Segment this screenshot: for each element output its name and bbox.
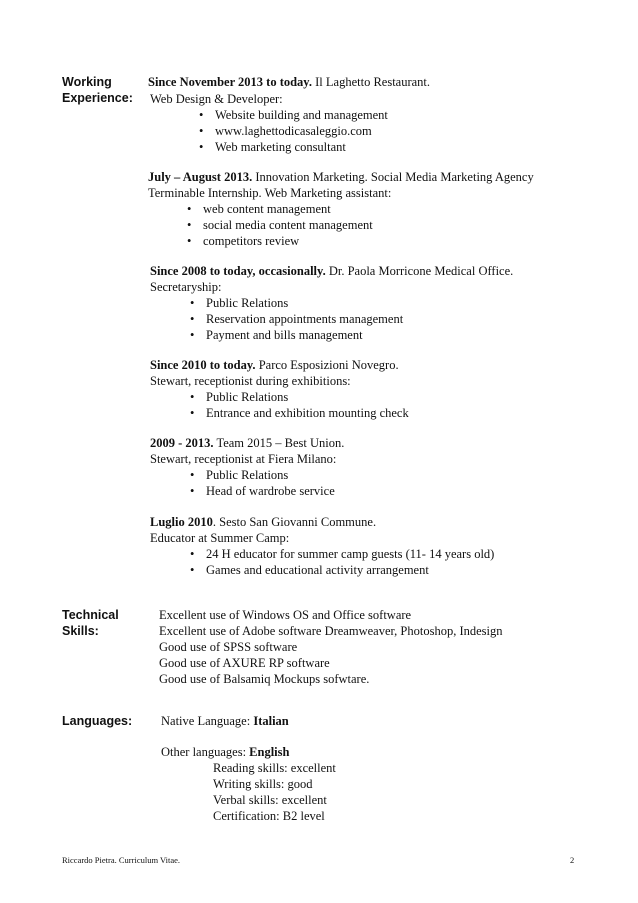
label-line: Languages: <box>62 714 133 728</box>
label-line: Working <box>62 75 112 89</box>
list-item-text: Website building and management <box>215 108 388 122</box>
language-skill: Writing skills: good <box>213 777 313 791</box>
bullet-icon: • <box>190 484 195 498</box>
list-item-text: Public Relations <box>206 296 289 310</box>
label-line: Technical <box>62 608 119 622</box>
list-item-text: competitors review <box>203 234 300 248</box>
list-item-text: Head of wardrobe service <box>206 484 335 498</box>
list-item <box>190 467 288 483</box>
bullet-icon: • <box>199 140 204 154</box>
list-item <box>199 139 346 155</box>
bullet-icon: • <box>199 108 204 122</box>
bullet-icon: • <box>187 218 192 232</box>
list-item-text: 24 H educator for summer camp guests (11- 14 years old) <box>206 547 495 561</box>
job-date: 2009 - 2013. <box>150 436 214 450</box>
job-employer: . Sesto San Giovanni Commune. <box>212 515 377 529</box>
bullet-icon: • <box>190 468 195 482</box>
list-item-text: web content management <box>203 202 331 216</box>
list-item-text: Payment and bills management <box>206 328 363 342</box>
footer-title: Riccardo Pietra. Curriculum Vitae. <box>62 855 181 865</box>
job-role: Stewart, receptionist during exhibitions: <box>150 374 351 388</box>
list-item-text: Reservation appointments management <box>206 312 404 326</box>
label-line: Skills: <box>62 624 99 638</box>
job-employer: Team 2015 – Best Union. <box>213 436 345 450</box>
job-date: Since 2010 to today. <box>150 358 256 372</box>
list-item-text: Games and educational activity arrangement <box>206 563 429 577</box>
skill-line: Excellent use of Adobe software Dreamweaver, Photoshop, Indesign <box>159 624 503 638</box>
bullet-icon: • <box>190 406 195 420</box>
list-item <box>190 327 363 343</box>
skill-line: Good use of Balsamiq Mockups sofwtare. <box>159 672 370 686</box>
bullet-icon: • <box>190 390 195 404</box>
job-role: Terminable Internship. Web Marketing assistant: <box>148 186 392 200</box>
list-item-text: Entrance and exhibition mounting check <box>206 406 409 420</box>
native-language-prefix: Native Language: <box>161 714 254 728</box>
job-header <box>150 435 344 451</box>
other-languages-prefix: Other languages: <box>161 745 250 759</box>
list-item-text: Web marketing consultant <box>215 140 346 154</box>
bullet-icon: • <box>190 328 195 342</box>
job-header <box>150 263 513 279</box>
list-item <box>190 405 409 421</box>
list-item-text: Public Relations <box>206 468 289 482</box>
job-header <box>148 74 430 90</box>
job-date: Luglio 2010 <box>150 515 213 529</box>
list-item <box>187 233 299 249</box>
job-date: Since November 2013 to today. <box>148 75 312 89</box>
skill-line: Excellent use of Windows OS and Office software <box>159 608 412 622</box>
job-header <box>148 169 534 185</box>
bullet-icon: • <box>190 547 195 561</box>
languages-label <box>62 713 162 729</box>
language-skill: Certification: B2 level <box>213 809 325 823</box>
bullet-icon: • <box>190 563 195 577</box>
list-item <box>190 562 429 578</box>
job-role: Educator at Summer Camp: <box>150 531 290 545</box>
list-item <box>190 483 335 499</box>
list-item-text: social media content management <box>203 218 373 232</box>
list-item <box>190 295 288 311</box>
list-item <box>187 201 331 217</box>
bullet-icon: • <box>199 124 204 138</box>
language-skill: Reading skills: excellent <box>213 761 336 775</box>
bullet-icon: • <box>190 296 195 310</box>
bullet-icon: • <box>187 202 192 216</box>
bullet-icon: • <box>187 234 192 248</box>
label-line: Experience: <box>62 91 133 105</box>
job-header <box>150 357 399 373</box>
list-item <box>190 389 288 405</box>
list-item <box>190 546 494 562</box>
list-item-text: Public Relations <box>206 390 289 404</box>
technical-skills-label <box>62 607 148 639</box>
page-number: 2 <box>570 855 575 865</box>
job-role: Secretaryship: <box>150 280 222 294</box>
list-item <box>190 311 403 327</box>
job-employer: Dr. Paola Morricone Medical Office. <box>325 264 514 278</box>
skill-line: Good use of SPSS software <box>159 640 298 654</box>
language-skill: Verbal skills: excellent <box>213 793 327 807</box>
working-experience-label <box>62 74 148 106</box>
list-item-text: www.laghettodicasaleggio.com <box>215 124 372 138</box>
job-role: Web Design & Developer: <box>150 92 283 106</box>
skill-line: Good use of AXURE RP software <box>159 656 330 670</box>
job-header <box>150 514 376 530</box>
bullet-icon: • <box>190 312 195 326</box>
job-employer: Il Laghetto Restaurant. <box>312 75 431 89</box>
other-languages-value: English <box>249 745 290 759</box>
job-date: July – August 2013. <box>148 170 253 184</box>
list-item <box>199 123 372 139</box>
job-employer: Parco Esposizioni Novegro. <box>255 358 399 372</box>
job-role: Stewart, receptionist at Fiera Milano: <box>150 452 337 466</box>
native-language-value: Italian <box>253 714 289 728</box>
job-employer: Innovation Marketing. Social Media Marketing Agency <box>252 170 534 184</box>
list-item <box>187 217 373 233</box>
native-language <box>161 713 289 729</box>
job-date: Since 2008 to today, occasionally. <box>150 264 326 278</box>
other-languages <box>161 744 289 760</box>
list-item <box>199 107 388 123</box>
